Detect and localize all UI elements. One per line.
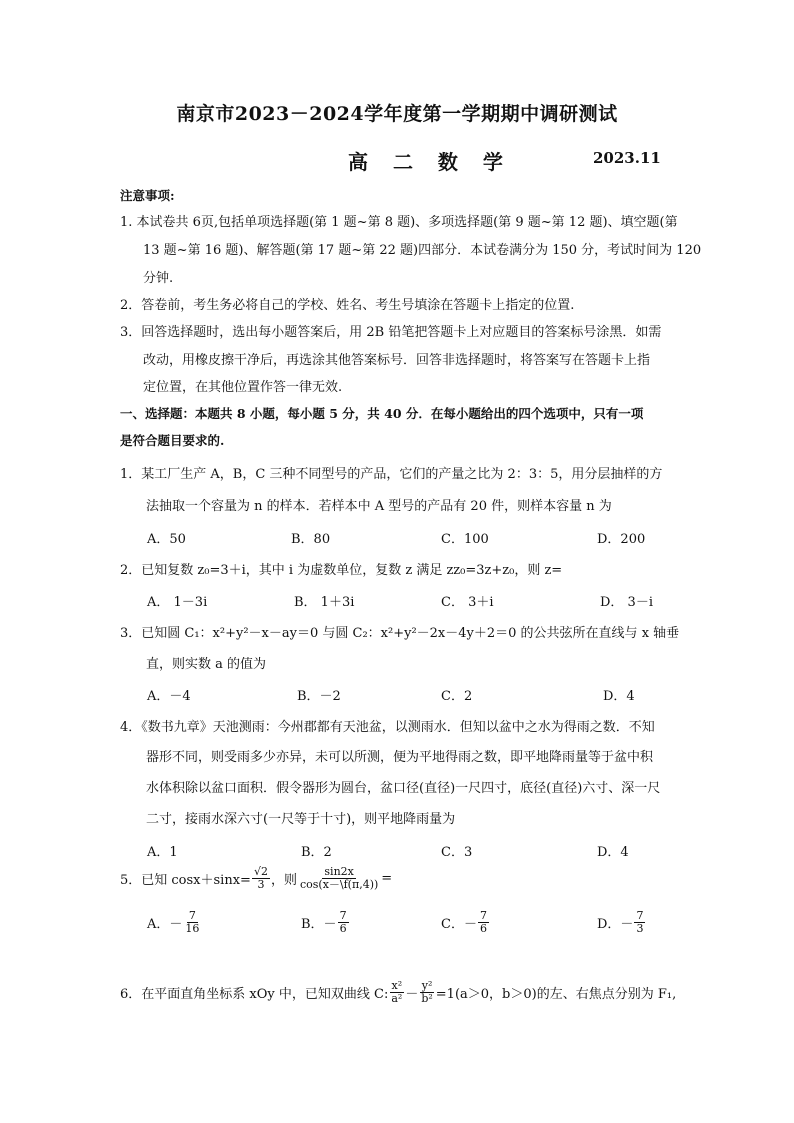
question-4-line: 二寸，接雨水深六寸(一尺等于十寸)，则平地降雨量为 [146, 812, 456, 827]
q5-fraction-2 [298, 866, 380, 890]
section-heading: 一、选择题：本题共 8 小题，每小题 5 分，共 40 分．在每小题给出的四个选项中，只有一项 [120, 406, 644, 421]
exam-title: 南京市2023－2024学年度第一学期期中调研测试 [176, 103, 618, 125]
question-4-line: 器形不同，则受雨多少亦异，未可以所测，便为平地得雨之数，即平地降雨量等于盆中积 [146, 750, 654, 765]
q5-fraction-2-den: cos(x－\f(π,4)) [299, 877, 379, 891]
option-label: C．－ [441, 916, 477, 932]
q6-fraction-1 [389, 980, 404, 1004]
option-c [441, 910, 490, 934]
question-1-line: 法抽取一个容量为 n 的样本．若样本中 A 型号的产品有 20 件，则样本容量 n 为 [146, 499, 612, 514]
q6-fraction-2-den: b² [421, 991, 433, 1005]
notice-line: 分钟. [143, 271, 174, 286]
option-fraction [338, 910, 349, 934]
option-d: D．4 [603, 689, 635, 704]
notice-line: 13 题~第 16 题)、解答题(第 17 题~第 22 题)四部分．本试卷满分为 150 分，考试时间为 120 [143, 243, 702, 258]
option-num: 7 [479, 909, 487, 922]
option-label: B．－ [301, 916, 337, 932]
option-c: C．3 [441, 845, 473, 860]
question-4-line: 4．《数书九章》天池测雨：今州郡都有天池盆，以测雨水．但知以盆中之水为得雨之数．不知 [120, 720, 655, 735]
question-4-line: 水体积除以盆口面积．假令器形为圆台，盆口径(直径)一尺四寸，底径(直径)六寸、深一尺 [146, 781, 661, 796]
option-fraction [478, 910, 489, 934]
notice-line: 定位置，在其他位置作答一律无效. [143, 380, 343, 395]
question-6-line [120, 980, 676, 1004]
option-b: B．－2 [297, 689, 341, 704]
question-3-line: 3．已知圆 C₁：x²+y²－x－ay＝0 与圆 C₂：x²+y²－2x－4y＋2＝0 的公共弦所在直线与 x 轴垂 [120, 626, 680, 641]
option-c: C．100 [441, 532, 489, 547]
question-1-line: 1．某工厂生产 A，B，C 三种不同型号的产品，它们的产量之比为 2：3：5，用分层抽样的方 [120, 467, 663, 482]
q6-fraction-2-num: y² [421, 979, 433, 992]
q5-fraction-2-num: sin2x [324, 865, 354, 878]
option-den: 3 [636, 921, 644, 935]
option-c: C．2 [441, 689, 473, 704]
q5-prefix: 5．已知 cosx＋sinx= [120, 872, 251, 888]
q6-minus: － [405, 986, 419, 1002]
notice-line: 改动，用橡皮擦干净后，再选涂其他答案标号．回答非选择题时，将答案写在答题卡上指 [143, 353, 651, 368]
option-a: A．50 [147, 532, 186, 547]
option-b: B． 1＋3i [294, 595, 355, 610]
option-b: B．2 [301, 845, 332, 860]
option-a: A．－4 [147, 689, 191, 704]
q5-fraction-1-num: √2 [253, 865, 268, 878]
option-c: C． 3＋i [441, 595, 494, 610]
q6-fraction-1-den: a² [391, 991, 403, 1005]
option-den: 16 [185, 921, 200, 935]
option-d: D．200 [597, 532, 646, 547]
exam-subject: 高 二 数 学 [348, 150, 512, 174]
notice-heading: 注意事项: [120, 188, 175, 203]
q5-suffix: = [381, 870, 393, 886]
q6-fraction-1-num: x² [391, 979, 403, 992]
section-heading: 是符合题目要求的. [120, 433, 225, 448]
q6-fraction-2 [419, 980, 434, 1004]
option-den: 6 [479, 921, 487, 935]
option-label: D．－ [597, 916, 634, 932]
question-5-line [120, 866, 392, 890]
q5-fraction-1-den: 3 [257, 877, 265, 891]
question-3-line: 直，则实数 a 的值为 [146, 657, 267, 672]
option-d: D． 3－i [600, 595, 653, 610]
option-label: A．－ [147, 916, 183, 932]
q5-fraction-1 [252, 866, 270, 890]
option-num: 7 [339, 909, 347, 922]
option-b [301, 910, 350, 934]
exam-date: 2023.11 [593, 149, 661, 167]
question-2-line: 2．已知复数 z₀=3＋i，其中 i 为虚数单位，复数 z 满足 zz₀=3z+z₀，则 z= [120, 563, 563, 578]
option-d [597, 910, 646, 934]
option-d: D．4 [597, 845, 629, 860]
option-a [147, 910, 202, 934]
option-a: A．1 [147, 845, 178, 860]
q6-prefix: 6．在平面直角坐标系 xOy 中，已知双曲线 C: [120, 986, 389, 1002]
notice-line: 3．回答选择题时，选出每小题答案后，用 2B 铅笔把答题卡上对应题目的答案标号涂黑．如需 [120, 325, 662, 340]
option-b: B．80 [291, 532, 331, 547]
option-den: 6 [339, 921, 347, 935]
q6-suffix: =1(a＞0，b＞0)的左、右焦点分别为 F₁, [435, 986, 677, 1002]
option-a: A． 1－3i [147, 595, 208, 610]
q5-middle: ，则 [270, 872, 297, 888]
notice-line: 2．答卷前，考生务必将自己的学校、姓名、考生号填涂在答题卡上指定的位置. [120, 298, 575, 313]
option-fraction [183, 910, 201, 934]
option-num: 7 [188, 909, 196, 922]
option-num: 7 [636, 909, 644, 922]
option-fraction [634, 910, 645, 934]
notice-line: 1. 本试卷共 6页,包括单项选择题(第 1 题~第 8 题)、多项选择题(第 9 题~第 12 题)、填空题(第 [120, 215, 678, 230]
